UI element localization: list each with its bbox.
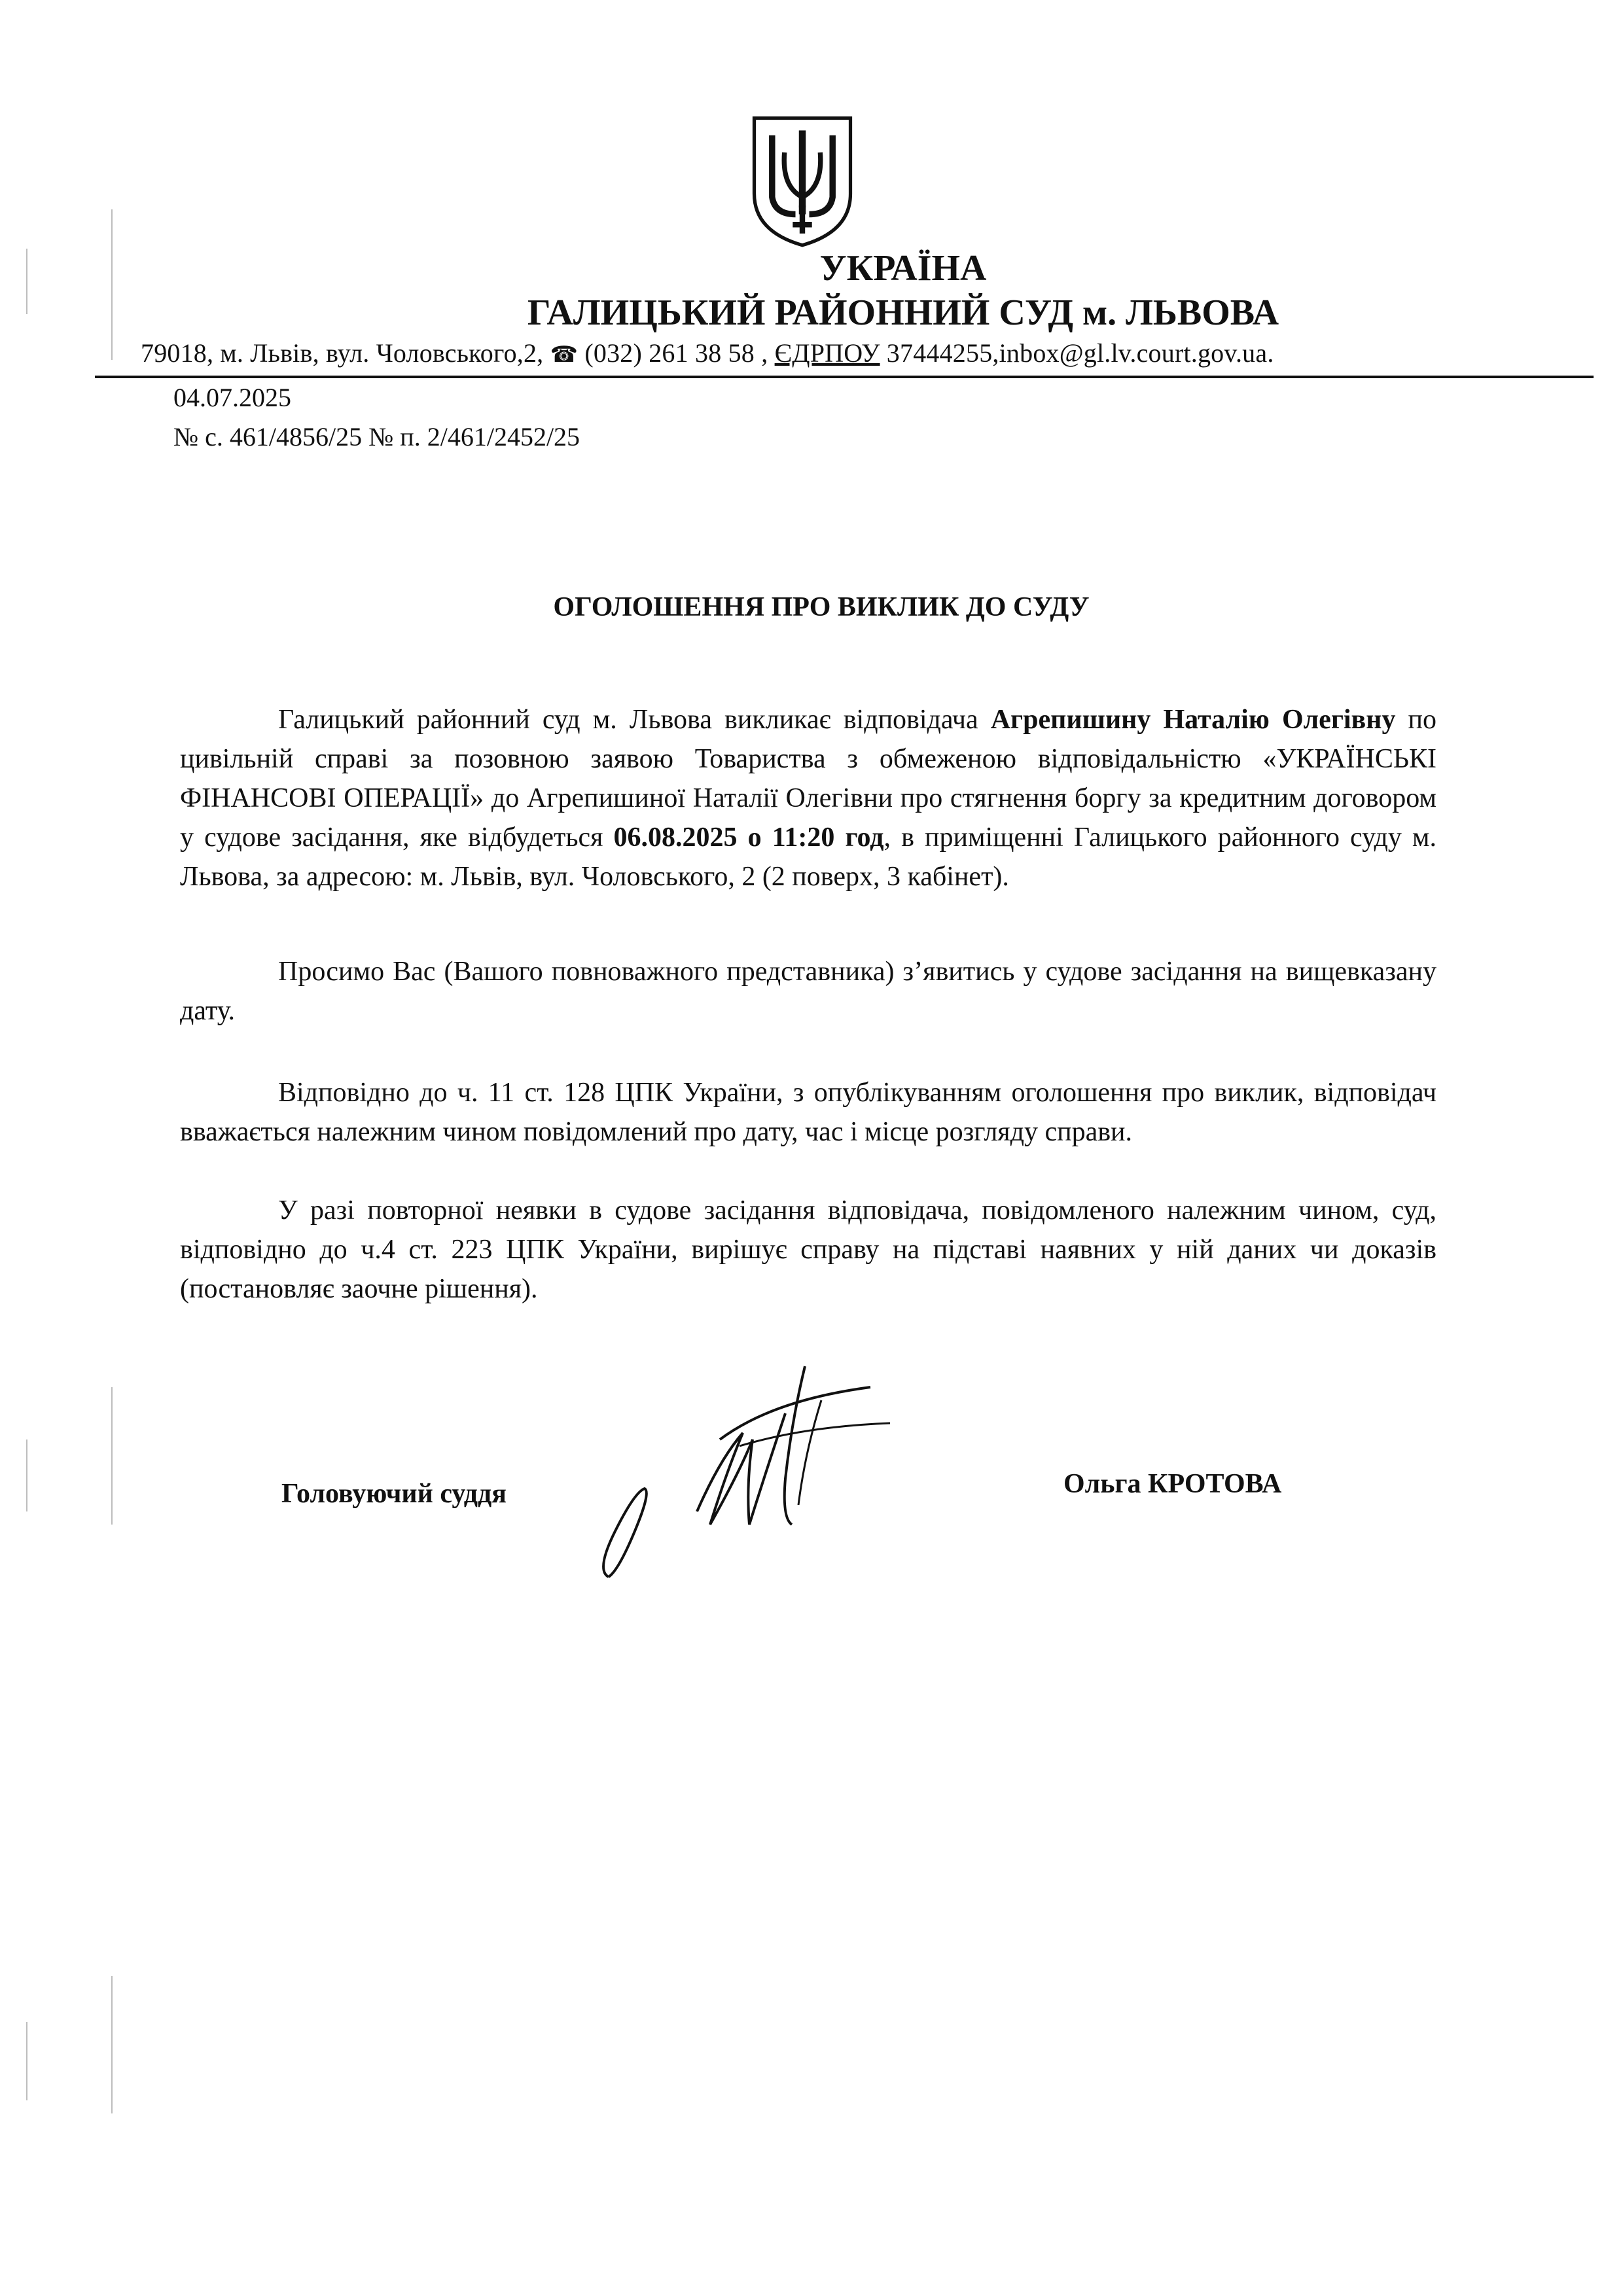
header-divider — [95, 376, 1594, 378]
paragraph-absence-consequence: У разі повторної неявки в судове засідання відповідача, повідомленого належним чином, суд, відповідно до ч.4 ст. 223 ЦПК України, вирішує справу на підставі наявних у ній даних чи доказів (постановляє заочне рішення). — [180, 1195, 1436, 1304]
address-tail: 37444255,inbox@gl.lv.court.gov.ua. — [880, 338, 1274, 368]
signatory-name: Ольга КРОТОВА — [1063, 1469, 1282, 1499]
coat-of-arms-icon — [747, 111, 857, 249]
hearing-datetime: 06.08.2025 о 11:20 год — [613, 822, 884, 853]
summons-text: , в приміщенні Галицького районного суду м. Львова, за адресою: м. Львів, вул. Чоловського, 2 (2 поверх, 3 кабінет). — [180, 822, 1437, 892]
scan-mark — [111, 1387, 113, 1525]
signature-role: Головуючий суддя — [281, 1479, 507, 1509]
summons-text: по цивільній справі за позовною заявою Товариства з обмеженою відповідальністю «УКРАЇНСЬКІ ФІНАНСОВІ ОПЕРАЦІЇ» до Агрепишиної Наталії Олегівни про стягнення боргу за кредитним договором у судове засідання, яке відбудеться — [180, 705, 1437, 853]
defendant-name: Агрепишину Наталію Олегівну — [990, 705, 1396, 735]
document-heading: ОГОЛОШЕННЯ ПРО ВИКЛИК ДО СУДУ — [553, 592, 1090, 622]
paragraph-request: Просимо Вас (Вашого повноважного представника) з’явитись у судове засідання на вищевказану дату. — [180, 957, 1436, 1026]
scan-mark — [26, 249, 27, 314]
document-date: 04.07.2025 — [173, 383, 291, 412]
address-text: 79018, м. Львів, вул. Чоловського,2, — [141, 338, 550, 368]
paragraph-summons — [180, 700, 1436, 896]
scan-mark — [26, 1439, 27, 1511]
summons-text: Галицький районний суд м. Львова викликає відповідача — [278, 705, 991, 735]
scan-mark — [111, 1976, 113, 2113]
telephone-icon: ☎ — [550, 343, 579, 367]
handwritten-signature — [589, 1361, 969, 1597]
court-name: ГАЛИЦЬКИЙ РАЙОННИЙ СУД м. ЛЬВОВА — [527, 292, 1279, 333]
court-address — [141, 335, 1274, 374]
address-edrpou-label: ЄДРПОУ — [774, 338, 880, 368]
country-title: УКРАЇНА — [819, 248, 987, 289]
scan-mark — [26, 2022, 27, 2100]
case-number: № с. 461/4856/25 № п. 2/461/2452/25 — [173, 422, 580, 451]
paragraph-legal-notice: Відповідно до ч. 11 ст. 128 ЦПК України, з опублікуванням оголошення про виклик, відповідач вважається належним чином повідомлений про дату, час і місце розгляду справи. — [180, 1078, 1436, 1147]
address-phone: (032) 261 38 58 , — [578, 338, 775, 368]
